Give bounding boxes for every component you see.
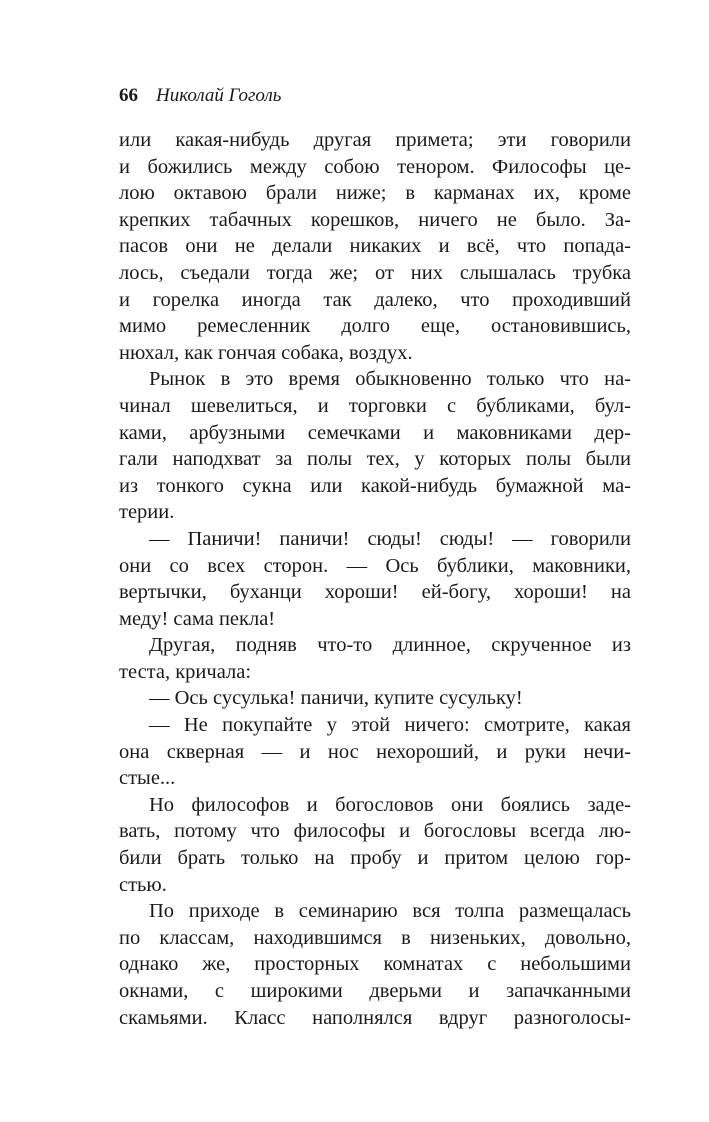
- text-line: — Паничи! паничи! сюды! сюды! — говорили: [149, 527, 631, 550]
- text-line: стью.: [119, 873, 167, 896]
- text-line: теста, кричала:: [119, 660, 252, 683]
- text-line: они со всех сторон. — Ось бублики, маковники,: [119, 554, 631, 577]
- text-line: она скверная — и нос нехороший, и руки нечи-: [119, 740, 631, 763]
- page-number: 66: [119, 85, 138, 106]
- running-head: [119, 84, 281, 108]
- text-line: чинал шевелиться, и торговки с бубликами, бул-: [119, 394, 631, 417]
- text-line: нюхал, как гончая собака, воздух.: [119, 341, 413, 364]
- text-line: Другая, подняв что-то длинное, скрученное из: [149, 634, 631, 657]
- text-line: скамьями. Класс наполнялся вдруг разноголосы-: [119, 1006, 631, 1029]
- text-line: окнами, с широкими дверьми и запачканными: [119, 980, 631, 1002]
- text-line: пасов они не делали никаких и всё, что попада-: [119, 235, 631, 258]
- text-line: из тонкого сукна или какой-нибудь бумажной ма-: [119, 474, 631, 497]
- text-line: стые...: [119, 767, 176, 790]
- text-line: — Не покупайте у этой ничего: смотрите, какая: [149, 714, 631, 737]
- text-line: по классам, находившимся в низеньких, довольно,: [119, 926, 631, 949]
- text-line: и божились между собою тенором. Философы це-: [119, 155, 631, 178]
- text-line: и горелка иногда так далеко, что проходивший: [119, 288, 631, 311]
- text-line: вать, потому что философы и богословы всегда лю-: [119, 820, 631, 843]
- body-text: [119, 127, 631, 1031]
- text-line: Рынок в это время обыкновенно только что на-: [149, 368, 631, 391]
- text-line: или какая-нибудь другая примета; эти говорили: [119, 129, 631, 151]
- text-line: Но философов и богословов они боялись заде-: [149, 793, 631, 816]
- text-line: мимо ремесленник долго еще, остановившись,: [119, 315, 631, 338]
- text-line: крепких табачных корешков, ничего не было. За-: [119, 208, 631, 231]
- text-line: По приходе в семинарию вся толпа размещалась: [149, 900, 631, 923]
- text-line: лою октавою брали ниже; в карманах их, кроме: [119, 182, 631, 205]
- text-line: ками, арбузными семечками и маковниками дер-: [119, 421, 631, 444]
- text-line: гали наподхват за полы тех, у которых полы были: [119, 448, 631, 471]
- text-line: терии.: [119, 501, 175, 524]
- text-line: били брать только на пробу и притом целою гор-: [119, 847, 631, 870]
- text-line: вертычки, буханци хороши! ей-богу, хороши! на: [119, 581, 631, 604]
- text-line: однако же, просторных комнатах с небольшими: [119, 953, 631, 976]
- text-line: лось, съедали тогда же; от них слышалась трубка: [119, 261, 631, 284]
- text-line: меду! сама пекла!: [119, 607, 276, 630]
- book-author: Николай Гоголь: [156, 85, 282, 106]
- text-line: — Ось сусулька! паничи, купите сусульку!: [149, 687, 523, 710]
